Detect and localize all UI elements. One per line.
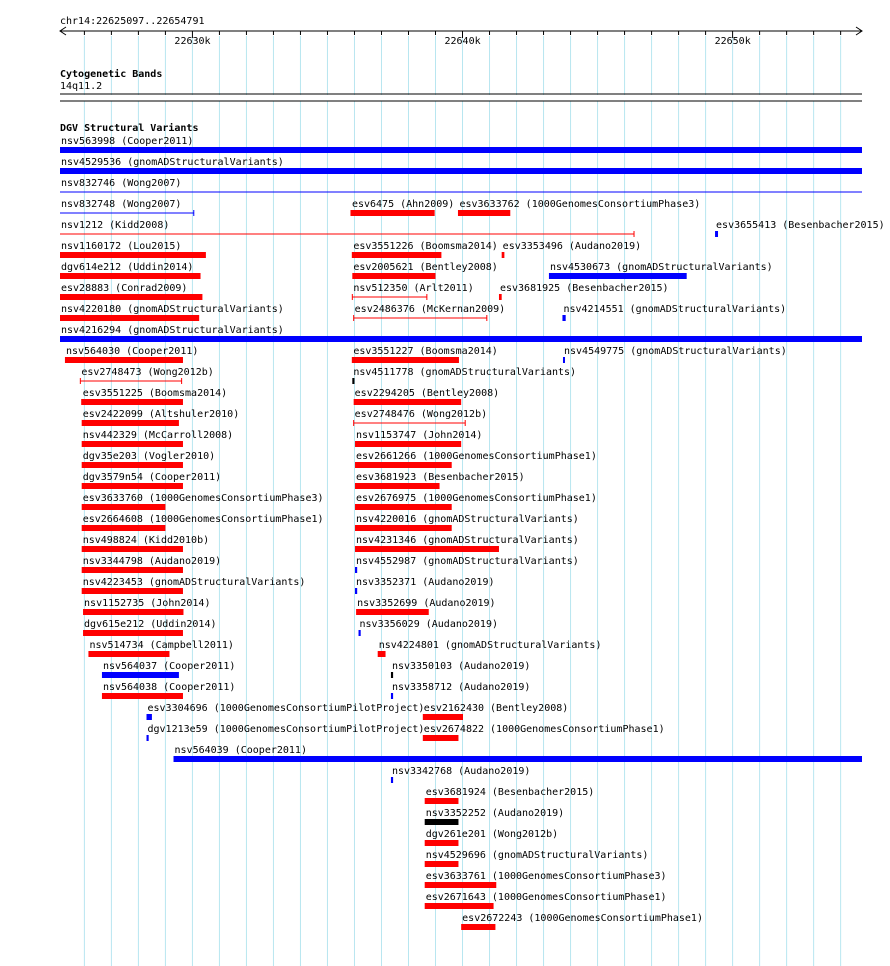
dgv-feature[interactable]	[82, 451, 215, 468]
dgv-feature[interactable]	[147, 724, 425, 741]
dgv-feature[interactable]	[82, 388, 228, 405]
cytoband-14q11-2[interactable]	[60, 95, 862, 101]
feature-bar[interactable]	[82, 462, 183, 468]
dgv-feature[interactable]	[458, 199, 700, 216]
feature-label[interactable]: nsv4224801 (gnomADStructuralVariants)	[378, 640, 602, 651]
dgv-feature[interactable]	[82, 493, 324, 510]
feature-bar[interactable]	[60, 168, 862, 174]
cytoband-label: 14q11.2	[60, 81, 103, 92]
feature-bar[interactable]	[82, 567, 183, 573]
feature-bar[interactable]	[425, 903, 494, 909]
dgv-track-title: DGV Structural Variants	[60, 123, 199, 134]
feature-label[interactable]: esv3633761 (1000GenomesConsortiumPhase3)	[425, 871, 667, 882]
dgv-feature[interactable]	[352, 262, 498, 279]
feature-label[interactable]: nsv4220180 (gnomADStructuralVariants)	[61, 304, 284, 315]
dgv-feature[interactable]	[425, 892, 667, 909]
dgv-feature[interactable]	[60, 262, 201, 279]
feature-bar[interactable]	[147, 714, 152, 720]
feature-bar[interactable]	[356, 609, 429, 615]
feature-label[interactable]: esv3353496 (Audano2019)	[502, 241, 642, 252]
feature-bar[interactable]	[354, 399, 461, 405]
feature-bar[interactable]	[461, 924, 495, 930]
feature-bar[interactable]	[60, 336, 862, 342]
dgv-feature[interactable]	[60, 136, 862, 153]
feature-bar[interactable]	[562, 315, 565, 321]
feature-bar[interactable]	[88, 651, 169, 657]
feature-label[interactable]: nsv442329 (McCarroll2008)	[82, 430, 234, 441]
dgv-feature[interactable]	[65, 346, 198, 363]
feature-bar[interactable]	[355, 441, 461, 447]
dgv-feature[interactable]	[102, 661, 235, 678]
feature-bar[interactable]	[549, 273, 687, 279]
feature-bar[interactable]	[82, 399, 183, 405]
feature-label[interactable]: esv3633760 (1000GenomesConsortiumPhase3)	[82, 493, 324, 504]
feature-bar[interactable]	[102, 693, 183, 699]
feature-bar[interactable]	[425, 861, 459, 867]
feature-label[interactable]: esv2674822 (1000GenomesConsortiumPhase1)	[423, 724, 665, 735]
ruler-ticks	[84, 31, 840, 47]
feature-label[interactable]: nsv3358712 (Audano2019)	[391, 682, 531, 693]
feature-bar[interactable]	[60, 315, 199, 321]
dgv-feature[interactable]	[391, 661, 530, 678]
feature-bar[interactable]	[499, 294, 502, 300]
feature-label[interactable]: nsv564038 (Cooper2011)	[102, 682, 236, 693]
feature-label[interactable]: dgv1213e59 (1000GenomesConsortiumPilotProject)	[147, 724, 425, 735]
dgv-feature[interactable]	[391, 766, 530, 783]
dgv-feature[interactable]	[355, 430, 482, 447]
dgv-feature[interactable]	[355, 493, 597, 510]
feature-label[interactable]: nsv4511778 (gnomADStructuralVariants)	[353, 367, 577, 378]
cytoband-track-title: Cytogenetic Bands	[60, 69, 163, 80]
feature-bar[interactable]	[352, 252, 441, 258]
feature-bar[interactable]	[425, 840, 459, 846]
dgv-feature[interactable]	[147, 703, 425, 720]
feature-bar[interactable]	[82, 420, 179, 426]
feature-bar[interactable]	[102, 672, 179, 678]
dgv-feature[interactable]	[82, 514, 324, 531]
feature-label[interactable]: esv6475 (Ahn2009)	[351, 199, 455, 210]
dgv-feature[interactable]	[355, 535, 579, 552]
feature-label[interactable]: esv3655413 (Besenbacher2015)	[716, 220, 885, 231]
dgv-feature[interactable]	[82, 577, 306, 594]
feature-bar[interactable]	[83, 630, 183, 636]
feature-label[interactable]: nsv4216294 (gnomADStructuralVariants)	[61, 325, 284, 336]
dgv-feature[interactable]	[355, 472, 525, 489]
feature-label[interactable]: nsv564037 (Cooper2011)	[102, 661, 236, 672]
feature-label[interactable]: nsv1152735 (John2014)	[84, 598, 211, 609]
feature-bar[interactable]	[359, 630, 361, 636]
dgv-feature[interactable]	[82, 472, 221, 489]
feature-label[interactable]: dgv615e212 (Uddin2014)	[84, 619, 217, 630]
dgv-feature[interactable]	[82, 535, 209, 552]
feature-bar[interactable]	[60, 273, 201, 279]
feature-label[interactable]: esv3633762 (1000GenomesConsortiumPhase3)	[459, 199, 701, 210]
feature-label[interactable]: nsv4529536 (gnomADStructuralVariants)	[61, 157, 284, 168]
ruler[interactable]	[60, 16, 862, 47]
feature-label[interactable]: nsv4223453 (gnomADStructuralVariants)	[82, 577, 306, 588]
dgv-feature[interactable]	[425, 871, 667, 888]
dgv-feature[interactable]	[60, 199, 194, 216]
dgv-feature[interactable]	[83, 619, 216, 636]
feature-label[interactable]: nsv1212 (Kidd2008)	[61, 220, 170, 231]
feature-label[interactable]: esv3304696 (1000GenomesConsortiumPilotProject)	[147, 703, 425, 714]
feature-label[interactable]: esv2664608 (1000GenomesConsortiumPhase1)	[82, 514, 324, 525]
feature-bar[interactable]	[82, 588, 183, 594]
feature-bar[interactable]	[378, 651, 386, 657]
feature-label[interactable]: nsv4214551 (gnomADStructuralVariants)	[563, 304, 787, 315]
dgv-feature[interactable]	[359, 619, 498, 636]
feature-label[interactable]: nsv3350103 (Audano2019)	[391, 661, 531, 672]
feature-label[interactable]: dgv35e203 (Vogler2010)	[82, 451, 216, 462]
dgv-feature[interactable]	[391, 682, 530, 699]
feature-label[interactable]: nsv512350 (Arlt2011)	[353, 283, 474, 294]
feature-bar[interactable]	[352, 378, 354, 384]
feature-label[interactable]: nsv563998 (Cooper2011)	[61, 136, 194, 147]
dgv-feature[interactable]	[356, 598, 495, 615]
dgv-feature[interactable]	[60, 283, 202, 300]
dgv-feature[interactable]	[102, 682, 235, 699]
feature-label[interactable]: esv3681923 (Besenbacher2015)	[356, 472, 525, 483]
feature-label[interactable]: dgv614e212 (Uddin2014)	[61, 262, 194, 273]
dgv-feature[interactable]	[425, 829, 558, 846]
feature-bar[interactable]	[355, 546, 499, 552]
dgv-feature[interactable]	[354, 304, 506, 321]
feature-bar[interactable]	[83, 609, 183, 615]
dgv-feature[interactable]	[60, 157, 862, 174]
dgv-feature[interactable]	[60, 178, 862, 192]
dgv-feature[interactable]	[425, 850, 649, 867]
feature-label[interactable]: nsv564030 (Cooper2011)	[65, 346, 199, 357]
dgv-feature[interactable]	[60, 241, 205, 258]
feature-label[interactable]: nsv832748 (Wong2007)	[61, 199, 182, 210]
feature-label[interactable]: nsv1160172 (Lou2015)	[61, 241, 182, 252]
feature-label[interactable]: esv3551225 (Boomsma2014)	[82, 388, 228, 399]
dgv-feature[interactable]	[60, 220, 634, 237]
dgv-features	[60, 136, 885, 930]
feature-label[interactable]: nsv4549775 (gnomADStructuralVariants)	[563, 346, 787, 357]
feature-bar[interactable]	[425, 798, 459, 804]
dgv-feature[interactable]	[82, 409, 240, 426]
feature-bar[interactable]	[425, 819, 459, 825]
dgv-feature[interactable]	[351, 199, 454, 216]
feature-bar[interactable]	[82, 504, 166, 510]
feature-label[interactable]: esv2748473 (Wong2012b)	[81, 367, 214, 378]
feature-bar[interactable]	[715, 231, 718, 237]
feature-label[interactable]: nsv3344798 (Audano2019)	[82, 556, 222, 567]
dgv-feature[interactable]	[355, 556, 579, 573]
feature-label[interactable]: nsv4530673 (gnomADStructuralVariants)	[549, 262, 773, 273]
feature-bar[interactable]	[351, 210, 434, 216]
feature-label[interactable]: esv3681925 (Besenbacher2015)	[499, 283, 669, 294]
feature-label[interactable]: esv3551226 (Boomsma2014)	[353, 241, 498, 252]
feature-label[interactable]: nsv514734 (Campbell2011)	[89, 640, 234, 651]
feature-label[interactable]: esv2162430 (Bentley2008)	[423, 703, 569, 714]
feature-label[interactable]: esv2661266 (1000GenomesConsortiumPhase1)	[356, 451, 597, 462]
feature-label[interactable]: esv3681924 (Besenbacher2015)	[425, 787, 595, 798]
feature-bar[interactable]	[355, 504, 452, 510]
feature-bar[interactable]	[82, 441, 183, 447]
feature-label[interactable]: nsv3352371 (Audano2019)	[356, 577, 495, 588]
feature-bar[interactable]	[60, 147, 862, 153]
ruler-tick-label: 22650k	[714, 36, 751, 47]
dgv-feature[interactable]	[355, 577, 494, 594]
feature-bar[interactable]	[82, 546, 183, 552]
feature-bar[interactable]	[502, 252, 505, 258]
feature-label[interactable]: nsv1153747 (John2014)	[356, 430, 483, 441]
dgv-feature[interactable]	[60, 325, 862, 342]
feature-bar[interactable]	[82, 483, 183, 489]
dgv-feature[interactable]	[461, 913, 703, 930]
feature-label[interactable]: nsv4552987 (gnomADStructuralVariants)	[356, 556, 579, 567]
feature-label[interactable]: esv2294205 (Bentley2008)	[354, 388, 500, 399]
feature-bar[interactable]	[391, 672, 393, 678]
feature-label[interactable]: esv2486376 (McKernan2009)	[354, 304, 506, 315]
feature-label[interactable]: nsv3356029 (Audano2019)	[359, 619, 499, 630]
dgv-feature[interactable]	[354, 409, 487, 426]
feature-bar[interactable]	[60, 294, 202, 300]
feature-label[interactable]: esv2748476 (Wong2012b)	[354, 409, 488, 420]
feature-bar[interactable]	[391, 777, 393, 783]
feature-bar[interactable]	[391, 693, 393, 699]
ruler-tick-label: 22630k	[174, 36, 211, 47]
dgv-feature[interactable]	[355, 451, 597, 468]
dgv-feature[interactable]	[60, 304, 284, 321]
dgv-feature[interactable]	[423, 703, 569, 720]
dgv-feature[interactable]	[352, 367, 576, 384]
feature-label[interactable]: nsv498824 (Kidd2010b)	[82, 535, 210, 546]
feature-bar[interactable]	[355, 483, 440, 489]
dgv-feature[interactable]	[355, 514, 579, 531]
feature-label[interactable]: nsv564039 (Cooper2011)	[174, 745, 307, 756]
feature-label[interactable]: nsv4220016 (gnomADStructuralVariants)	[356, 514, 579, 525]
feature-bar[interactable]	[82, 525, 166, 531]
feature-label[interactable]: esv2671643 (1000GenomesConsortiumPhase1)	[425, 892, 667, 903]
dgv-feature[interactable]	[352, 241, 498, 258]
feature-label[interactable]: dgv261e201 (Wong2012b)	[425, 829, 559, 840]
dgv-feature[interactable]	[80, 367, 213, 384]
feature-bar[interactable]	[355, 567, 357, 573]
feature-label[interactable]: nsv3342768 (Audano2019)	[391, 766, 531, 777]
dgv-feature[interactable]	[174, 745, 862, 762]
feature-label[interactable]: esv2672243 (1000GenomesConsortiumPhase1)	[462, 913, 703, 924]
feature-bar[interactable]	[352, 357, 458, 363]
feature-bar[interactable]	[60, 252, 205, 258]
dgv-feature[interactable]	[715, 220, 885, 237]
feature-label[interactable]: esv2422099 (Altshuler2010)	[82, 409, 240, 420]
feature-label[interactable]: esv3551227 (Boomsma2014)	[353, 346, 498, 357]
feature-bar[interactable]	[458, 210, 509, 216]
dgv-feature[interactable]	[499, 283, 669, 300]
feature-bar[interactable]	[355, 588, 357, 594]
dgv-feature[interactable]	[549, 262, 773, 279]
feature-label[interactable]: esv28883 (Conrad2009)	[61, 283, 188, 294]
dgv-track	[60, 122, 885, 930]
dgv-feature[interactable]	[352, 283, 473, 300]
ruler-tick-label: 22640k	[444, 36, 481, 47]
dgv-feature[interactable]	[563, 346, 787, 363]
dgv-feature[interactable]	[354, 388, 500, 405]
feature-label[interactable]: esv2005621 (Bentley2008)	[353, 262, 498, 273]
feature-bar[interactable]	[65, 357, 183, 363]
dgv-feature[interactable]	[82, 430, 234, 447]
feature-label[interactable]: nsv3352699 (Audano2019)	[357, 598, 496, 609]
feature-bar[interactable]	[423, 735, 459, 741]
dgv-feature[interactable]	[88, 640, 234, 657]
dgv-feature[interactable]	[82, 556, 221, 573]
feature-label[interactable]: nsv4231346 (gnomADStructuralVariants)	[356, 535, 579, 546]
dgv-feature[interactable]	[83, 598, 210, 615]
feature-label[interactable]: nsv3352252 (Audano2019)	[425, 808, 565, 819]
dgv-feature[interactable]	[562, 304, 786, 321]
cytoband-track	[60, 68, 862, 101]
feature-bar[interactable]	[147, 735, 149, 741]
feature-bar[interactable]	[355, 525, 452, 531]
feature-label[interactable]: nsv832746 (Wong2007)	[61, 178, 182, 189]
dgv-feature[interactable]	[425, 787, 595, 804]
feature-bar[interactable]	[355, 462, 452, 468]
feature-label[interactable]: dgv3579n54 (Cooper2011)	[82, 472, 222, 483]
feature-label[interactable]: nsv4529696 (gnomADStructuralVariants)	[425, 850, 649, 861]
feature-label[interactable]: esv2676975 (1000GenomesConsortiumPhase1)	[356, 493, 597, 504]
feature-bar[interactable]	[425, 882, 497, 888]
feature-bar[interactable]	[352, 273, 435, 279]
dgv-feature[interactable]	[352, 346, 498, 363]
feature-bar[interactable]	[174, 756, 862, 762]
feature-bar[interactable]	[423, 714, 463, 720]
feature-bar[interactable]	[563, 357, 565, 363]
dgv-feature[interactable]	[502, 241, 641, 258]
region-label: chr14:22625097..22654791	[60, 16, 205, 27]
